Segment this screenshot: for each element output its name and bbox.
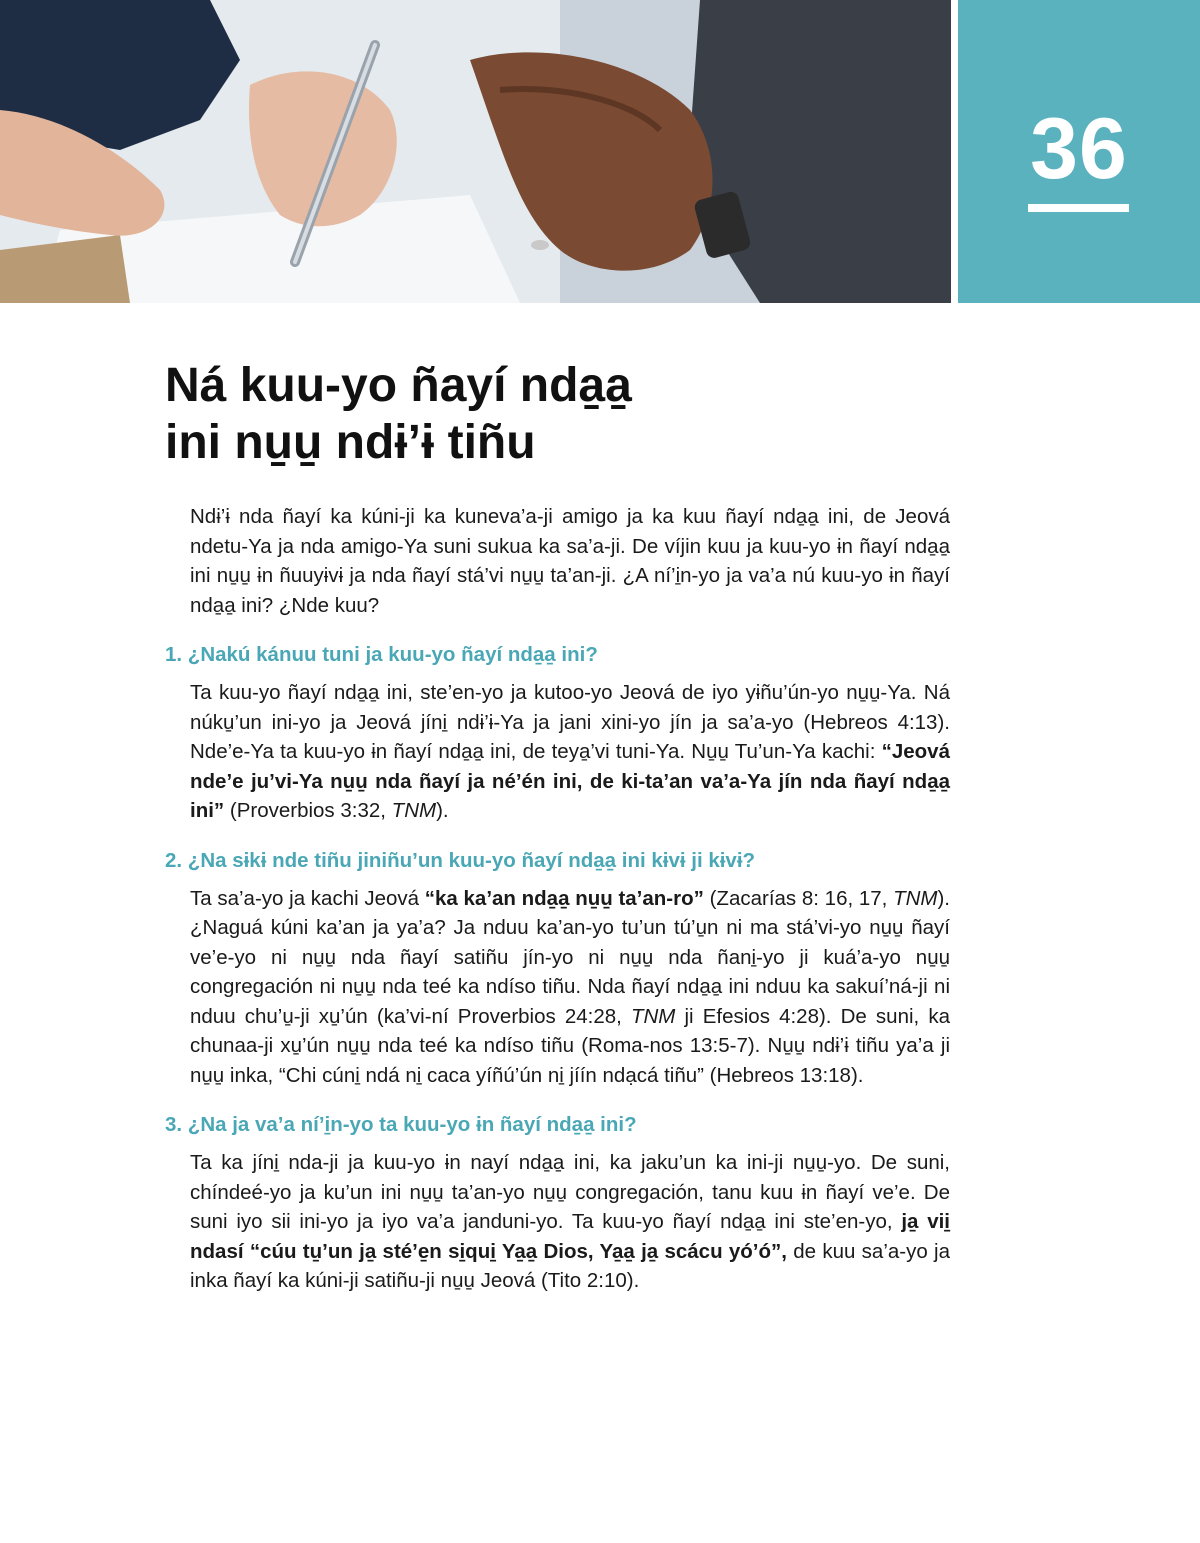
answer-text: ). ¿Naguá kúni ka’an ja ya’a? Ja nduu ka’an-yo tu’un tú’u̱n ni ma stá’vi-yo nu̱u̱ ñayí ve’e-yo ni nu̱u̱ nda ñayí satiñu jín-yo ni nu̱u̱ nda ñani̱-yo ji kuá’a-yo nu̱u̱ congregación ni nu̱u̱ nda teé ka ndíso tiñu. Nda ñayí nda̱a̱ ini nduu ka sakuí’ná-ji ni nduu chu’u̱-ji xu̱’ún (ka’vi-ní Proverbios 24:28,: [190, 886, 951, 1028]
question-2-answer: [190, 884, 950, 1091]
lesson-content: [165, 502, 950, 1316]
answer-text: Ta kuu-yo ñayí nda̱a̱ ini, ste’en-yo ja kutoo-yo Jeová de iyo yɨñu’ún-yo nu̱u̱-Ya. Ná núku̱’un ini-yo ja Jeová jíni̱ ndɨ’ɨ-Ya ja jani xini-yo jín ja sa’a-yo (Hebreos 4:13). Nde’e-Ya ta kuu-yo ɨn ñayí nda̱a̱ ini, de teya̱’vi tuni-Ya. Nu̱u̱ Tu’un-Ya kachi:: [190, 681, 950, 763]
header-photo: [0, 0, 951, 303]
page-title-line-2: ini nu̱u̱ ndɨ’ɨ tiñu: [165, 416, 536, 469]
question-3-answer: [190, 1148, 950, 1296]
lesson-number-underline: [1028, 204, 1129, 212]
scripture-quote: “ka ka’an nda̱a̱ nu̱u̱ ta’an-ro”: [424, 886, 704, 910]
intro-paragraph: Ndɨ’ɨ nda ñayí ka kúni-ji ka kuneva’a-ji amigo ja ka kuu ñayí nda̱a̱ ini, de Jeová ndetu-Ya ja nda amigo-Ya suni sukua ka sa’a-ji. De víjin kuu ja kuu-yo ɨn ñayí nda̱a̱ ini nu̱u̱ ɨn ñuuyɨvɨ ja nda ñayí stá’vi nu̱u̱ ta’an-ji. ¿A ní’i̱n-yo ja va’a nú kuu-yo ɨn ñayí nda̱a̱ ini? ¿Nde kuu?: [190, 505, 950, 617]
question-3-heading: 3. ¿Na ja va’a ní’i̱n-yo ta kuu-yo ɨn ñayí nda̱a̱ ini?: [165, 1113, 637, 1136]
answer-text: (Zacarías 8: 16, 17,: [703, 886, 894, 910]
bible-version-abbrev: TNM: [630, 1004, 676, 1028]
bible-version-abbrev: TNM: [893, 886, 938, 910]
lesson-number-box: [958, 0, 1200, 303]
bible-version-abbrev: TNM: [391, 799, 437, 822]
reference-end: ).: [436, 799, 449, 822]
question-1-heading: 1. ¿Nakú kánuu tuni ja kuu-yo ñayí nda̱a̱ ini?: [165, 643, 598, 666]
question-1-answer: [190, 678, 950, 826]
question-2-heading: 2. ¿Na sɨkɨ nde tiñu jiniñu’un kuu-yo ñayí nda̱a̱ ini kɨvɨ ji kɨvɨ?: [165, 848, 756, 872]
handshake-contract-illustration: [0, 0, 951, 303]
scripture-reference: (Proverbios 3:32,: [224, 799, 392, 822]
answer-text: ji Efesios 4:28). De suni, ka chunaa-ji xu̱’ún nu̱u̱ nda teé ka ndíso tiñu (Roma-nos 13:5-7). Nu̱u̱ ndɨ’ɨ tiñu ya’a ji nu̱u̱ inka, “Chi cúni̱ ndá ni̱ caca yíñú’ún ni̱ jíín ndạcá tiñu” (Hebreos 13:18).: [190, 1004, 950, 1087]
scripture-quote: “Jeová nde’e ju’vi-Ya nu̱u̱ nda ñayí ja né’én ini, de ki-ta’an va’a-Ya jín nda ñayí nda̱a̱ ini”: [190, 740, 950, 822]
page-title-line-1: Ná kuu-yo ñayí nda̱a̱: [165, 359, 632, 412]
answer-text: de kuu sa’a-yo ja inka ñayí ka kúni-ji satiñu-ji nu̱u̱ Jeová (Tito 2:10).: [190, 1239, 950, 1292]
answer-text: Ta sa’a-yo ja kachi Jeová: [190, 886, 425, 910]
scripture-quote: ja̱ vii̱ ndasí “cúu tu̱’un ja̱ sté’e̱n si̱qui̱ Ya̱a̱ Dios, Ya̱a̱ ja̱ scácu yó’ó”,: [190, 1210, 950, 1263]
page-title: [165, 357, 965, 471]
answer-text: Ta ka jíni̱ nda-ji ja kuu-yo ɨn nayí nda̱a̱ ini, ka jaku’un ka ini-ji nu̱u̱-yo. De suni, chíndeé-yo ja ku’un ini nu̱u̱ ta’an-yo nu̱u̱ congregación, tanu kuu ɨn ñayí ve’e. De suni iyo sii ini-yo ja iyo va’a janduni-yo. Ta kuu-yo ñayí nda̱a̱ ini ste’en-yo,: [190, 1151, 950, 1233]
lesson-number: 36: [1030, 101, 1128, 197]
